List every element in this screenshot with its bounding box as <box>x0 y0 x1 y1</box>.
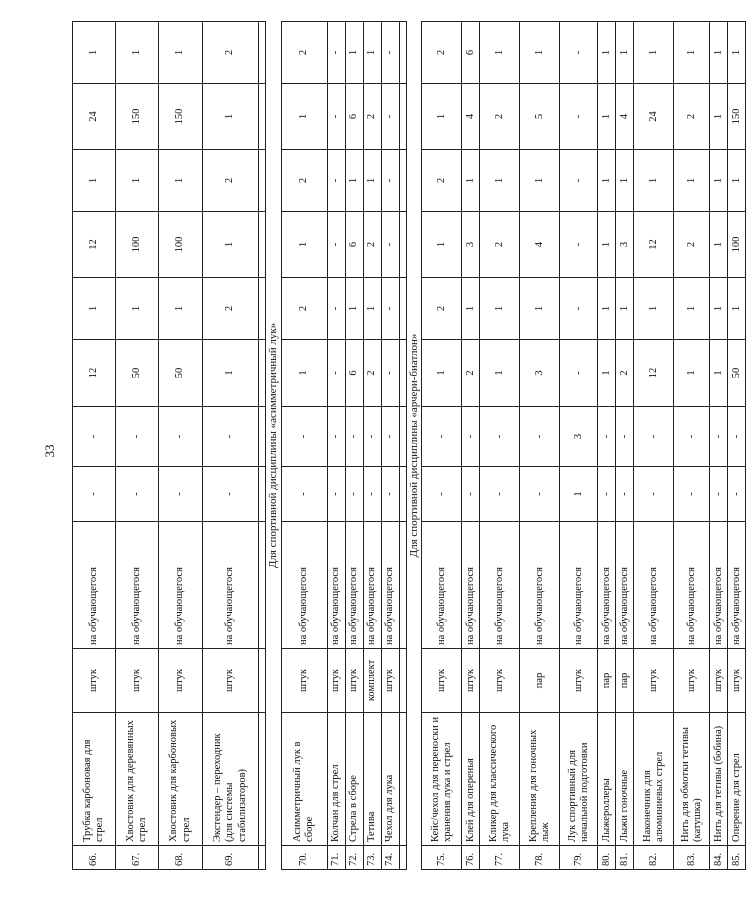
quantity-cell: 1 <box>728 22 746 84</box>
quantity-cell: 1 <box>616 278 634 340</box>
item-name: Оперение для стрел <box>728 713 746 846</box>
quantity-cell: - <box>327 467 345 522</box>
table-row <box>203 22 259 870</box>
quantity-cell: - <box>327 150 345 212</box>
section-header-row <box>406 22 422 870</box>
row-number: 80. <box>598 846 616 870</box>
row-number: 67. <box>116 846 159 870</box>
purpose-cell: на обучающегося <box>710 522 728 649</box>
table-row <box>710 22 728 870</box>
purpose-cell: на обучающегося <box>728 522 746 649</box>
quantity-cell: 1 <box>710 22 728 84</box>
spacer-cell <box>399 212 406 278</box>
quantity-cell: 1 <box>281 84 327 150</box>
quantity-cell: - <box>520 467 560 522</box>
quantity-cell: - <box>159 467 203 522</box>
quantity-cell: 24 <box>634 84 674 150</box>
spacer-cell <box>399 22 406 84</box>
quantity-cell: 2 <box>281 150 327 212</box>
item-name: Кейс/чехол для переноски и хранения лука и стрел <box>422 713 462 846</box>
quantity-cell: - <box>381 212 399 278</box>
unit-cell: штук <box>634 649 674 713</box>
unit-cell: штук <box>73 649 116 713</box>
quantity-cell: - <box>73 407 116 467</box>
quantity-cell: 1 <box>116 22 159 84</box>
quantity-cell: 1 <box>116 278 159 340</box>
table-row <box>422 22 462 870</box>
quantity-cell: - <box>560 278 598 340</box>
table-row <box>327 22 345 870</box>
quantity-cell: 100 <box>116 212 159 278</box>
quantity-cell: 1 <box>728 150 746 212</box>
quantity-cell: - <box>73 467 116 522</box>
quantity-cell: 1 <box>159 278 203 340</box>
table-row <box>674 22 710 870</box>
spacer-cell <box>259 407 266 467</box>
row-number: 66. <box>73 846 116 870</box>
spacer-cell <box>259 713 266 846</box>
table-row <box>73 22 116 870</box>
quantity-cell: 100 <box>728 212 746 278</box>
quantity-cell: 6 <box>345 340 363 407</box>
item-name: Тетива <box>363 713 381 846</box>
row-number: 81. <box>616 846 634 870</box>
unit-cell: штук <box>116 649 159 713</box>
quantity-cell: 1 <box>520 22 560 84</box>
quantity-cell: 1 <box>674 22 710 84</box>
quantity-cell: - <box>345 467 363 522</box>
unit-cell: штук <box>560 649 598 713</box>
row-number: 84. <box>710 846 728 870</box>
quantity-cell: 1 <box>674 340 710 407</box>
quantity-cell: 4 <box>520 212 560 278</box>
quantity-cell: 1 <box>674 278 710 340</box>
quantity-cell: - <box>327 84 345 150</box>
quantity-cell: 1 <box>710 340 728 407</box>
spacer-cell <box>259 522 266 649</box>
quantity-cell: 50 <box>159 340 203 407</box>
item-name: Хвостовик для деревянных стрел <box>116 713 159 846</box>
unit-cell: штук <box>462 649 480 713</box>
quantity-cell: - <box>327 22 345 84</box>
spacer-cell <box>399 846 406 870</box>
quantity-cell: 1 <box>203 84 259 150</box>
quantity-cell: 1 <box>363 22 381 84</box>
quantity-cell: 1 <box>520 150 560 212</box>
quantity-cell: - <box>381 84 399 150</box>
quantity-cell: 4 <box>462 84 480 150</box>
unit-cell: штук <box>480 649 520 713</box>
table-row <box>159 22 203 870</box>
quantity-cell: 2 <box>422 22 462 84</box>
quantity-cell: 1 <box>159 22 203 84</box>
quantity-cell: 1 <box>281 340 327 407</box>
unit-cell: штук <box>281 649 327 713</box>
quantity-cell: 2 <box>281 278 327 340</box>
quantity-cell: 3 <box>616 212 634 278</box>
quantity-cell: 1 <box>480 150 520 212</box>
section-header-row <box>266 22 282 870</box>
quantity-cell: 1 <box>710 278 728 340</box>
quantity-cell: 2 <box>363 212 381 278</box>
purpose-cell: на обучающегося <box>598 522 616 649</box>
quantity-cell: - <box>728 467 746 522</box>
quantity-cell: 12 <box>73 212 116 278</box>
spacer-cell <box>399 713 406 846</box>
purpose-cell: на обучающегося <box>281 522 327 649</box>
quantity-cell: 1 <box>203 340 259 407</box>
spacer-cell <box>399 150 406 212</box>
quantity-cell: 5 <box>520 84 560 150</box>
row-number: 73. <box>363 846 381 870</box>
quantity-cell: 1 <box>634 150 674 212</box>
quantity-cell: - <box>327 278 345 340</box>
quantity-cell: - <box>710 467 728 522</box>
quantity-cell: - <box>674 407 710 467</box>
quantity-cell: 1 <box>462 150 480 212</box>
quantity-cell: 4 <box>616 84 634 150</box>
row-number: 76. <box>462 846 480 870</box>
unit-cell: штук <box>159 649 203 713</box>
table-row <box>616 22 634 870</box>
quantity-cell: 1 <box>598 212 616 278</box>
item-name: Колчан для стрел <box>327 713 345 846</box>
quantity-cell: 1 <box>598 150 616 212</box>
table-row <box>381 22 399 870</box>
spacer-cell <box>399 278 406 340</box>
quantity-cell: - <box>674 467 710 522</box>
quantity-cell: - <box>203 407 259 467</box>
section-title: Для спортивной дисциплины «асимметричный лук» <box>266 22 282 870</box>
quantity-cell: - <box>381 150 399 212</box>
quantity-cell: 1 <box>634 278 674 340</box>
quantity-cell: - <box>363 467 381 522</box>
quantity-cell: 2 <box>203 278 259 340</box>
item-name: Чехол для лука <box>381 713 399 846</box>
item-name: Трубка карбоновая для стрел <box>73 713 116 846</box>
quantity-cell: 1 <box>560 467 598 522</box>
quantity-cell: - <box>462 467 480 522</box>
quantity-cell: - <box>381 22 399 84</box>
quantity-cell: 2 <box>674 212 710 278</box>
purpose-cell: на обучающегося <box>480 522 520 649</box>
quantity-cell: - <box>381 340 399 407</box>
quantity-cell: - <box>116 407 159 467</box>
quantity-cell: 12 <box>73 340 116 407</box>
spacer-cell <box>259 340 266 407</box>
quantity-cell: 1 <box>598 84 616 150</box>
quantity-cell: - <box>422 407 462 467</box>
quantity-cell: 2 <box>462 340 480 407</box>
quantity-cell: - <box>616 467 634 522</box>
quantity-cell: 1 <box>710 84 728 150</box>
purpose-cell: на обучающегося <box>116 522 159 649</box>
quantity-cell: 1 <box>616 22 634 84</box>
quantity-cell: - <box>381 467 399 522</box>
quantity-cell: 2 <box>363 340 381 407</box>
table-row <box>598 22 616 870</box>
table-row <box>281 22 327 870</box>
quantity-cell: - <box>203 467 259 522</box>
spacer-cell <box>399 522 406 649</box>
quantity-cell: 1 <box>634 22 674 84</box>
spacer-cell <box>259 212 266 278</box>
spacer-cell <box>259 150 266 212</box>
quantity-cell: - <box>327 407 345 467</box>
unit-cell: штук <box>327 649 345 713</box>
spacer-cell <box>399 649 406 713</box>
quantity-cell: 12 <box>634 212 674 278</box>
spacer-cell <box>399 407 406 467</box>
table-row <box>634 22 674 870</box>
quantity-cell: 1 <box>710 212 728 278</box>
quantity-cell: 2 <box>203 22 259 84</box>
quantity-cell: 2 <box>480 84 520 150</box>
row-number: 75. <box>422 846 462 870</box>
purpose-cell: на обучающегося <box>616 522 634 649</box>
quantity-cell: - <box>634 467 674 522</box>
quantity-cell: 1 <box>422 340 462 407</box>
quantity-cell: 1 <box>116 150 159 212</box>
quantity-cell: - <box>560 84 598 150</box>
row-number: 78. <box>520 846 560 870</box>
quantity-cell: - <box>728 407 746 467</box>
item-name: Нить для тетивы (бобина) <box>710 713 728 846</box>
quantity-cell: 2 <box>480 212 520 278</box>
table-row <box>345 22 363 870</box>
table-row <box>520 22 560 870</box>
row-number: 77. <box>480 846 520 870</box>
quantity-cell: - <box>281 407 327 467</box>
quantity-cell: 1 <box>73 278 116 340</box>
spacer-cell <box>259 278 266 340</box>
spacer-row <box>399 22 406 870</box>
quantity-cell: 150 <box>159 84 203 150</box>
quantity-cell: - <box>560 340 598 407</box>
quantity-cell: 1 <box>598 22 616 84</box>
quantity-cell: 12 <box>634 340 674 407</box>
quantity-cell: 1 <box>345 150 363 212</box>
quantity-cell: 1 <box>281 212 327 278</box>
purpose-cell: на обучающегося <box>634 522 674 649</box>
row-number: 72. <box>345 846 363 870</box>
purpose-cell: на обучающегося <box>381 522 399 649</box>
row-number: 68. <box>159 846 203 870</box>
quantity-cell: 1 <box>363 278 381 340</box>
quantity-cell: 1 <box>73 150 116 212</box>
quantity-cell: - <box>710 407 728 467</box>
quantity-cell: - <box>381 407 399 467</box>
table-row <box>116 22 159 870</box>
quantity-cell: 1 <box>480 278 520 340</box>
purpose-cell: на обучающегося <box>345 522 363 649</box>
spacer-cell <box>399 340 406 407</box>
quantity-cell: - <box>281 467 327 522</box>
quantity-cell: - <box>422 467 462 522</box>
unit-cell: штук <box>728 649 746 713</box>
item-name: Лыжероллеры <box>598 713 616 846</box>
quantity-cell: - <box>327 212 345 278</box>
quantity-cell: 2 <box>281 22 327 84</box>
table-row <box>462 22 480 870</box>
quantity-cell: - <box>634 407 674 467</box>
purpose-cell: на обучающегося <box>327 522 345 649</box>
quantity-cell: - <box>560 212 598 278</box>
quantity-cell: - <box>381 278 399 340</box>
purpose-cell: на обучающегося <box>159 522 203 649</box>
quantity-cell: - <box>560 150 598 212</box>
unit-cell: штук <box>422 649 462 713</box>
unit-cell: пар <box>616 649 634 713</box>
spacer-cell <box>259 649 266 713</box>
row-number: 85. <box>728 846 746 870</box>
quantity-cell: - <box>598 467 616 522</box>
purpose-cell: на обучающегося <box>422 522 462 649</box>
quantity-cell: 2 <box>363 84 381 150</box>
quantity-cell: 3 <box>560 407 598 467</box>
row-number: 70. <box>281 846 327 870</box>
unit-cell: пар <box>520 649 560 713</box>
quantity-cell: 6 <box>462 22 480 84</box>
purpose-cell: на обучающегося <box>73 522 116 649</box>
quantity-cell: 1 <box>480 340 520 407</box>
quantity-cell: - <box>598 407 616 467</box>
item-name: Лыжи гоночные <box>616 713 634 846</box>
row-number: 82. <box>634 846 674 870</box>
quantity-cell: 1 <box>203 212 259 278</box>
row-number: 74. <box>381 846 399 870</box>
quantity-cell: 1 <box>345 22 363 84</box>
item-name: Клей для оперенья <box>462 713 480 846</box>
spacer-cell <box>399 467 406 522</box>
quantity-cell: 1 <box>73 22 116 84</box>
row-number: 79. <box>560 846 598 870</box>
quantity-cell: 2 <box>422 278 462 340</box>
spacer-cell <box>259 846 266 870</box>
quantity-cell: - <box>363 407 381 467</box>
unit-cell: пар <box>598 649 616 713</box>
quantity-cell: - <box>560 22 598 84</box>
item-name: Нить для обмотки тетивы (катушка) <box>674 713 710 846</box>
quantity-cell: 1 <box>422 84 462 150</box>
spacer-cell <box>259 84 266 150</box>
quantity-cell: 50 <box>728 340 746 407</box>
section-title: Для спортивной дисциплины «арчери-биатлон» <box>406 22 422 870</box>
quantity-cell: - <box>116 467 159 522</box>
purpose-cell: на обучающегося <box>560 522 598 649</box>
quantity-cell: 1 <box>710 150 728 212</box>
unit-cell: штук <box>710 649 728 713</box>
unit-cell: комплект <box>363 649 381 713</box>
quantity-cell: 6 <box>345 84 363 150</box>
equipment-table <box>72 21 746 870</box>
quantity-cell: 1 <box>422 212 462 278</box>
purpose-cell: на обучающегося <box>203 522 259 649</box>
quantity-cell: 2 <box>203 150 259 212</box>
quantity-cell: 1 <box>674 150 710 212</box>
item-name: Стрела в сборе <box>345 713 363 846</box>
unit-cell: штук <box>203 649 259 713</box>
quantity-cell: 6 <box>345 212 363 278</box>
purpose-cell: на обучающегося <box>674 522 710 649</box>
quantity-cell: 50 <box>116 340 159 407</box>
quantity-cell: 1 <box>159 150 203 212</box>
quantity-cell: 1 <box>462 278 480 340</box>
item-name: Экстендер – переходник (для системы стабилизаторов) <box>203 713 259 846</box>
row-number: 71. <box>327 846 345 870</box>
quantity-cell: - <box>480 467 520 522</box>
item-name: Кликер для классического лука <box>480 713 520 846</box>
item-name: Асимметричный лук в сборе <box>281 713 327 846</box>
purpose-cell: на обучающегося <box>462 522 480 649</box>
unit-cell: штук <box>345 649 363 713</box>
item-name: Крепления для гоночных лыж <box>520 713 560 846</box>
quantity-cell: - <box>462 407 480 467</box>
quantity-cell: 1 <box>520 278 560 340</box>
quantity-cell: 100 <box>159 212 203 278</box>
item-name: Лук спортивный для начальной подготовки <box>560 713 598 846</box>
quantity-cell: 2 <box>674 84 710 150</box>
quantity-cell: - <box>159 407 203 467</box>
unit-cell: штук <box>381 649 399 713</box>
page-number: 33 <box>42 444 57 458</box>
spacer-cell <box>259 467 266 522</box>
spacer-cell <box>259 22 266 84</box>
quantity-cell: 3 <box>520 340 560 407</box>
quantity-cell: - <box>480 407 520 467</box>
quantity-cell: 1 <box>480 22 520 84</box>
spacer-row <box>259 22 266 870</box>
spacer-cell <box>399 84 406 150</box>
quantity-cell: - <box>345 407 363 467</box>
quantity-cell: 1 <box>728 278 746 340</box>
quantity-cell: 24 <box>73 84 116 150</box>
item-name: Хвостовик для карбоновых стрел <box>159 713 203 846</box>
quantity-cell: - <box>327 340 345 407</box>
quantity-cell: 2 <box>422 150 462 212</box>
table-row <box>363 22 381 870</box>
table-row <box>560 22 598 870</box>
purpose-cell: на обучающегося <box>363 522 381 649</box>
quantity-cell: - <box>616 407 634 467</box>
quantity-cell: 1 <box>598 278 616 340</box>
row-number: 83. <box>674 846 710 870</box>
quantity-cell: 1 <box>345 278 363 340</box>
quantity-cell: - <box>520 407 560 467</box>
quantity-cell: 3 <box>462 212 480 278</box>
quantity-cell: 150 <box>728 84 746 150</box>
quantity-cell: 150 <box>116 84 159 150</box>
purpose-cell: на обучающегося <box>520 522 560 649</box>
table-row <box>728 22 746 870</box>
item-name: Наконечник для алюминиевых стрел <box>634 713 674 846</box>
table-row <box>480 22 520 870</box>
quantity-cell: 1 <box>616 150 634 212</box>
quantity-cell: 1 <box>363 150 381 212</box>
quantity-cell: 1 <box>598 340 616 407</box>
unit-cell: штук <box>674 649 710 713</box>
quantity-cell: 2 <box>616 340 634 407</box>
row-number: 69. <box>203 846 259 870</box>
